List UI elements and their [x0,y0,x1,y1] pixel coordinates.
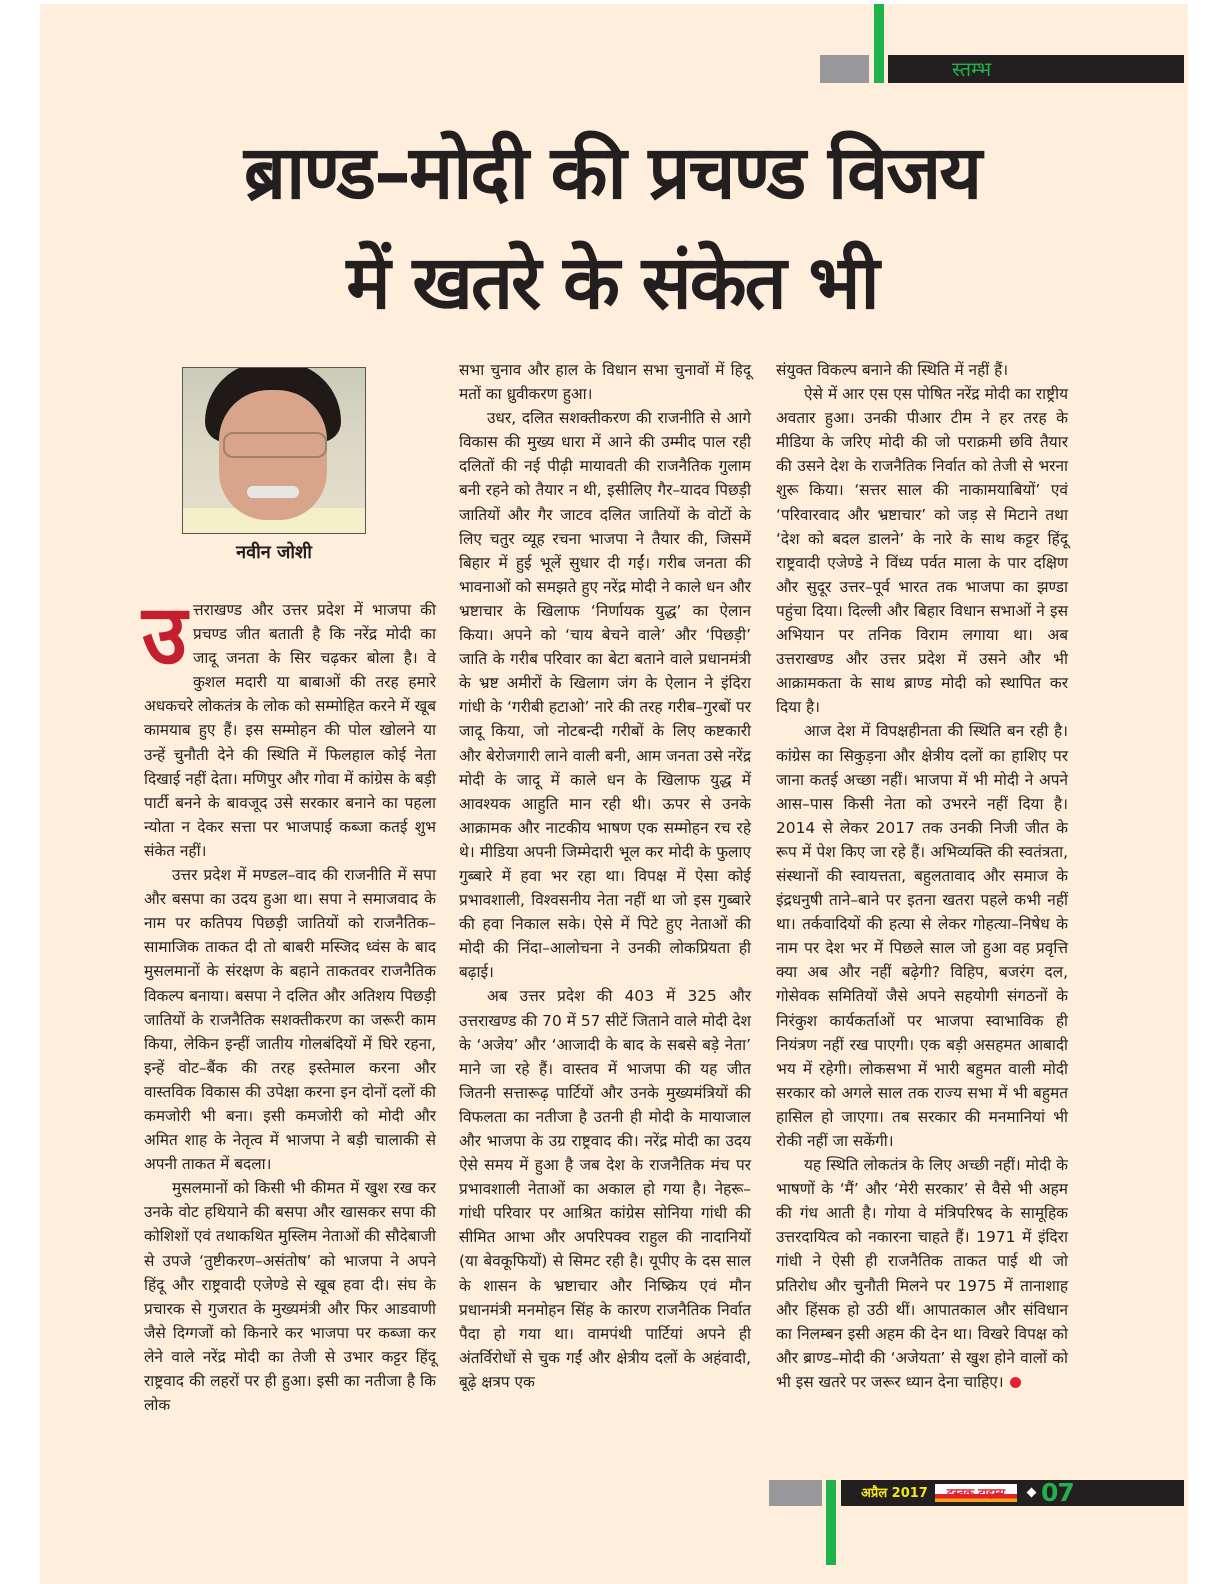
footer-bar [841,1480,1184,1506]
paragraph: उत्तराखण्ड और उत्तर प्रदेश में भाजपा की प्रचण्ड जीत बताती है कि नरेंद्र मोदी का जादू जनता के सिर चढ़कर बोला है। वे कुशल मदारी या बाबाओं की तरह हमारे अधकचरे लोकतंत्र के लोक को सम्मोहित करने में खूब कामयाब हुए हैं। इस सम्मोहन की पोल खोलने या उन्हें चुनौती देने की स्थिति में फिलहाल कोई नेता दिखाई नहीं देता। मणिपुर और गोवा में कांग्रेस के बड़ी पार्टी बनने के बावजूद उसे सरकार बनाने का पहला न्योता न देकर सत्ता पर भाजपाई कब्जा कतई शुभ संकेत नहीं। [142,588,436,860]
issue-date: अप्रैल 2017 [861,1486,928,1501]
paragraph: यह स्थिति लोकतंत्र के लिए अच्छी नहीं। मोदी के भाषणों के ‘मैं’ और ‘मेरी सरकार’ से वैसे भी अहम की गंध आती है। गोया वे मंत्रिपरिषद के सामूहिक उत्तरदायित्व को नकारना चाहते हैं। 1971 में इंदिरा गांधी ने ऐसी ही राजनैतिक ताकत पाई थी जो प्रतिरोध और चुनौती मिलने पर 1975 में तानाशाह और हिंसक हो उठी थीं। आपातकाल और संविधान का निलम्बन इसी अहम की देन था। विखरे विपक्ष को और ब्राण्ड–मोदी की ‘अजेयता’ से खुश होने वालों को भी इस खतरे पर जरूर ध्यान देना चाहिए। [776,1156,1068,1391]
diamond-bullet-icon [1027,1488,1037,1498]
header-green-rule [874,4,884,83]
title-line-2: में खतरे के संकेत भी [346,240,878,326]
end-of-article-dot-icon [1010,1377,1021,1388]
publication-logo: दस्तक टाइम्स [935,1484,1017,1502]
paragraph: उधर, दलित सशक्तीकरण की राजनीति से आगे विकास की मुख्य धारा में आने की उम्मीद पाल रही दलितों की नई पीढ़ी मायावती की राजनैतिक गुलाम बनी रहने को तैयार न थी, इसीलिए गैर–यादव पिछड़ी जातियों और गैर जाटव दलित जातियों के वोटों के लिए चतुर व्यूह रचना भाजपा ने तैयार की, जिसमें बिहार में हुई भूलें सुधार दी गईं। गरीब जनता की भावनाओं को समझते हुए नरेंद्र मोदी ने काले धन और भ्रष्टाचार के खिलाफ ‘निर्णायक युद्ध’ का ऐलान किया। अपने को ‘चाय बेचने वाले’ और ‘पिछड़ी’ जाति के गरीब परिवार का बेटा बताने वाले प्रधानमंत्री के भ्रष्ट अमीरों के खिलाग जंग के ऐलान ने इंदिरा गांधी के ‘गरीबी हटाओ’ नारे की तरह गरीब–गुरबों पर जादू किया, जो नोटबन्दी गरीबों के लिए कष्टकारी और बेरोजगारी लाने वाली बनी, आम जनता उसे नरेंद्र मोदी के जादू में काले धन के खिलाफ युद्ध में आवश्यक आहुति मान रही थी। ऊपर से उनके आक्रामक और नाटकीय भाषण एक सम्मोहन रच रहे थे। मीडिया अपनी जिम्मेदारी भूल कर मोदी के फुलाए गुब्बारे में हवा भर रहा था। विपक्ष में ऐसा कोई प्रभावशाली, विश्वसनीय नेता नहीं था जो इस गुब्बारे की हवा निकाल सके। ऐसे में पिटे हुए नेताओं की मोदी की निंदा–आलोचना ने उनकी लोकप्रियता ही बढ़ाई। [459,409,751,982]
drop-cap: उ [142,588,187,683]
author-name: नवीन जोशी [236,542,312,563]
paragraph: आज देश में विपक्षहीनता की स्थिति बन रही है। कांग्रेस का सिकुड़ना और क्षेत्रीय दलों का हाशिए पर जाना कतई अच्छा नहीं। भाजपा में भी मोदी ने अपने आस–पास किसी नेता को उभरने नहीं दिया है। 2014 से लेकर 2017 तक उनकी निजी जीत के रूप में पेश किए जा रहे हैं। अभिव्यक्ति की स्वतंत्रता, संस्थानों की स्वायत्तता, बहुलतावाद और समाज के इंद्रधनुषी ताने–बाने पर इतना खतरा पहले कभी नहीं था। तर्कवादियों की हत्या से लेकर गोहत्या–निषेध के नाम पर देश भर में पिछले साल जो हुआ वह प्रवृत्ति क्या अब और नहीं बढ़ेगी? विहिप, बजरंग दल, गोसेवक समितियों जैसे अपने सहयोगी संगठनों के निरंकुश कार्यकर्ताओं पर भाजपा स्वाभाविक ही नियंत्रण नहीं रख पाएगी। एक बड़ी असहमत आबादी भय में रहेगी। लोकसभा में भारी बहुमत वाली मोदी सरकार को अगले साल तक राज्य सभा में भी बहुमत हासिल हो जाएगा। तब सरकार की मनमानियां भी रोकी नहीं जा सकेंगी। [776,722,1068,1150]
section-label: स्तम्भ [952,57,992,81]
paragraph: मुसलमानों को किसी भी कीमत में खुश रख कर उनके वोट हथियाने की बसपा और खासकर सपा की कोशिशों एवं तथाकथित मुस्लिम नेताओं की सौदेबाजी से उपजे ‘तुष्टीकरण–असंतोष’ को भाजपा ने अपने हिंदू और राष्ट्रवादी एजेण्डे से खूब हवा दी। संघ के प्रचारक से गुजरात के मुख्यमंत्री और फिर आडवाणी जैसे दिग्गजों को किनारे कर भाजपा पर कब्जा कर लेने वाले नरेंद्र मोदी का तेजी से उभार कट्टर हिंदू राष्ट्रवाद की लहरों पर ही हुआ। इसी का नतीजा है कि लोक [144,1179,436,1415]
paragraph: सभा चुनाव और हाल के विधान सभा चुनावों में हिदू मतों का ध्रुवीकरण हुआ। [459,361,751,404]
paragraph: अब उत्तर प्रदेश की 403 में 325 और उत्तराखण्ड की 70 में 57 सीटें जिताने वाले मोदी देश के ‘अजेय’ और ‘आजादी के बाद के सबसे बड़े नेता’ माने जा रहे हैं। वास्तव में भाजपा की यह जीत जितनी सत्तारूढ़ पार्टियों और उनके मुख्यमंत्रियों की विफलता का नतीजा है उतनी ही मोदी के मायाजाल और भाजपा के उग्र राष्ट्रवाद की। नरेंद्र मोदी का उदय ऐसे समय में हुआ है जब देश के राजनैतिक मंच पर प्रभावशाली नेताओं का अकाल हो गया है। नेहरू–गांधी परिवार पर आश्रित कांग्रेस सोनिया गांधी की सीमित आभा और अपरिपक्व राहुल की नादानियों (या बेवकूफियों) से सिमट रही है। यूपीए के दस साल के शासन के भ्रष्टाचार और निष्क्रिय एवं मौन प्रधानमंत्री मनमोहन सिंह के कारण राजनैतिक निर्वात पैदा हो गया था। वामपंथी पार्टियां अपने ही अंतर्विरोधों से चुक गईं और क्षेत्रीय दलों के अहंवादी, बूढ़े क्षत्रप एक [459,987,751,1391]
glasses-shape [223,432,327,458]
article-column-1 [142,588,436,1417]
article-column-3 [776,358,1068,1394]
header-gray-block [820,55,869,83]
footer-gray-block [769,1480,822,1506]
paragraph: ऐसे में आर एस एस पोषित नरेंद्र मोदी का राष्ट्रीय अवतार हुआ। उनकी पीआर टीम ने हर तरह के मीडिया के जरिए मोदी की जो पराक्रमी छवि तैयार की उसने देश के राजनैतिक निर्वात को तेजी से भरना शुरू किया। ‘सत्तर साल की नाकामयाबियों’ एवं ‘परिवारवाद और भ्रष्टाचार’ को जड़ से मिटाने तथा ‘देश को बदल डालने’ के नारे के साथ कट्टर हिंदू राष्ट्रवादी एजेण्डे ने विंध्य पर्वत माला के पार दक्षिण और सुदूर उत्तर–पूर्व भारत तक भाजपा का झण्डा पहुंचा दिया। दिल्ली और बिहार विधान सभाओं ने इस अभियान पर तनिक विराम लगाया था। अब उत्तराखण्ड और उत्तर प्रदेश में उसने और भी आक्रामकता के साथ ब्राण्ड मोदी को स्थापित कर दिया है। [776,385,1068,717]
title-line-1: ब्राण्ड–मोदी की प्रचण्ड विजय [243,130,981,216]
page-number: 07 [1041,1478,1074,1507]
footer-green-rule [826,1480,836,1565]
section-header-bar [888,55,1184,83]
article-column-2 [459,358,751,1394]
paragraph: संयुक्त विकल्प बनाने की स्थिति में नहीं हैं। [776,361,1009,379]
paragraph: उत्तर प्रदेश में मण्डल–वाद की राजनीति में सपा और बसपा का उदय हुआ था। सपा ने समाजवाद के नाम पर कतिपय पिछड़ी जातियों को राजनैतिक–सामाजिक ताकत दी तो बाबरी मस्जिद ध्वंस के बाद मुसलमानों के संरक्षण के बहाने ताकतवर राजनैतिक विकल्प बनाया। बसपा ने दलित और अतिशय पिछड़ी जातियों के राजनैतिक सशक्तीकरण का जरूरी काम किया, लेकिन इन्हीं जातीय गोलबंदियों में घिरे रहना, इन्हें वोट–बैंक की तरह इस्तेमाल करना और वास्तविक विकास की उपेक्षा करना इन दोनों दलों की कमजोरी भी बना। इसी कमजोरी को मोदी और अमित शाह के नेतृत्व में भाजपा ने बड़ी चालाकी से अपनी ताकत में बदला। [144,866,436,1174]
author-photo [182,367,366,534]
article-title [110,118,1114,338]
